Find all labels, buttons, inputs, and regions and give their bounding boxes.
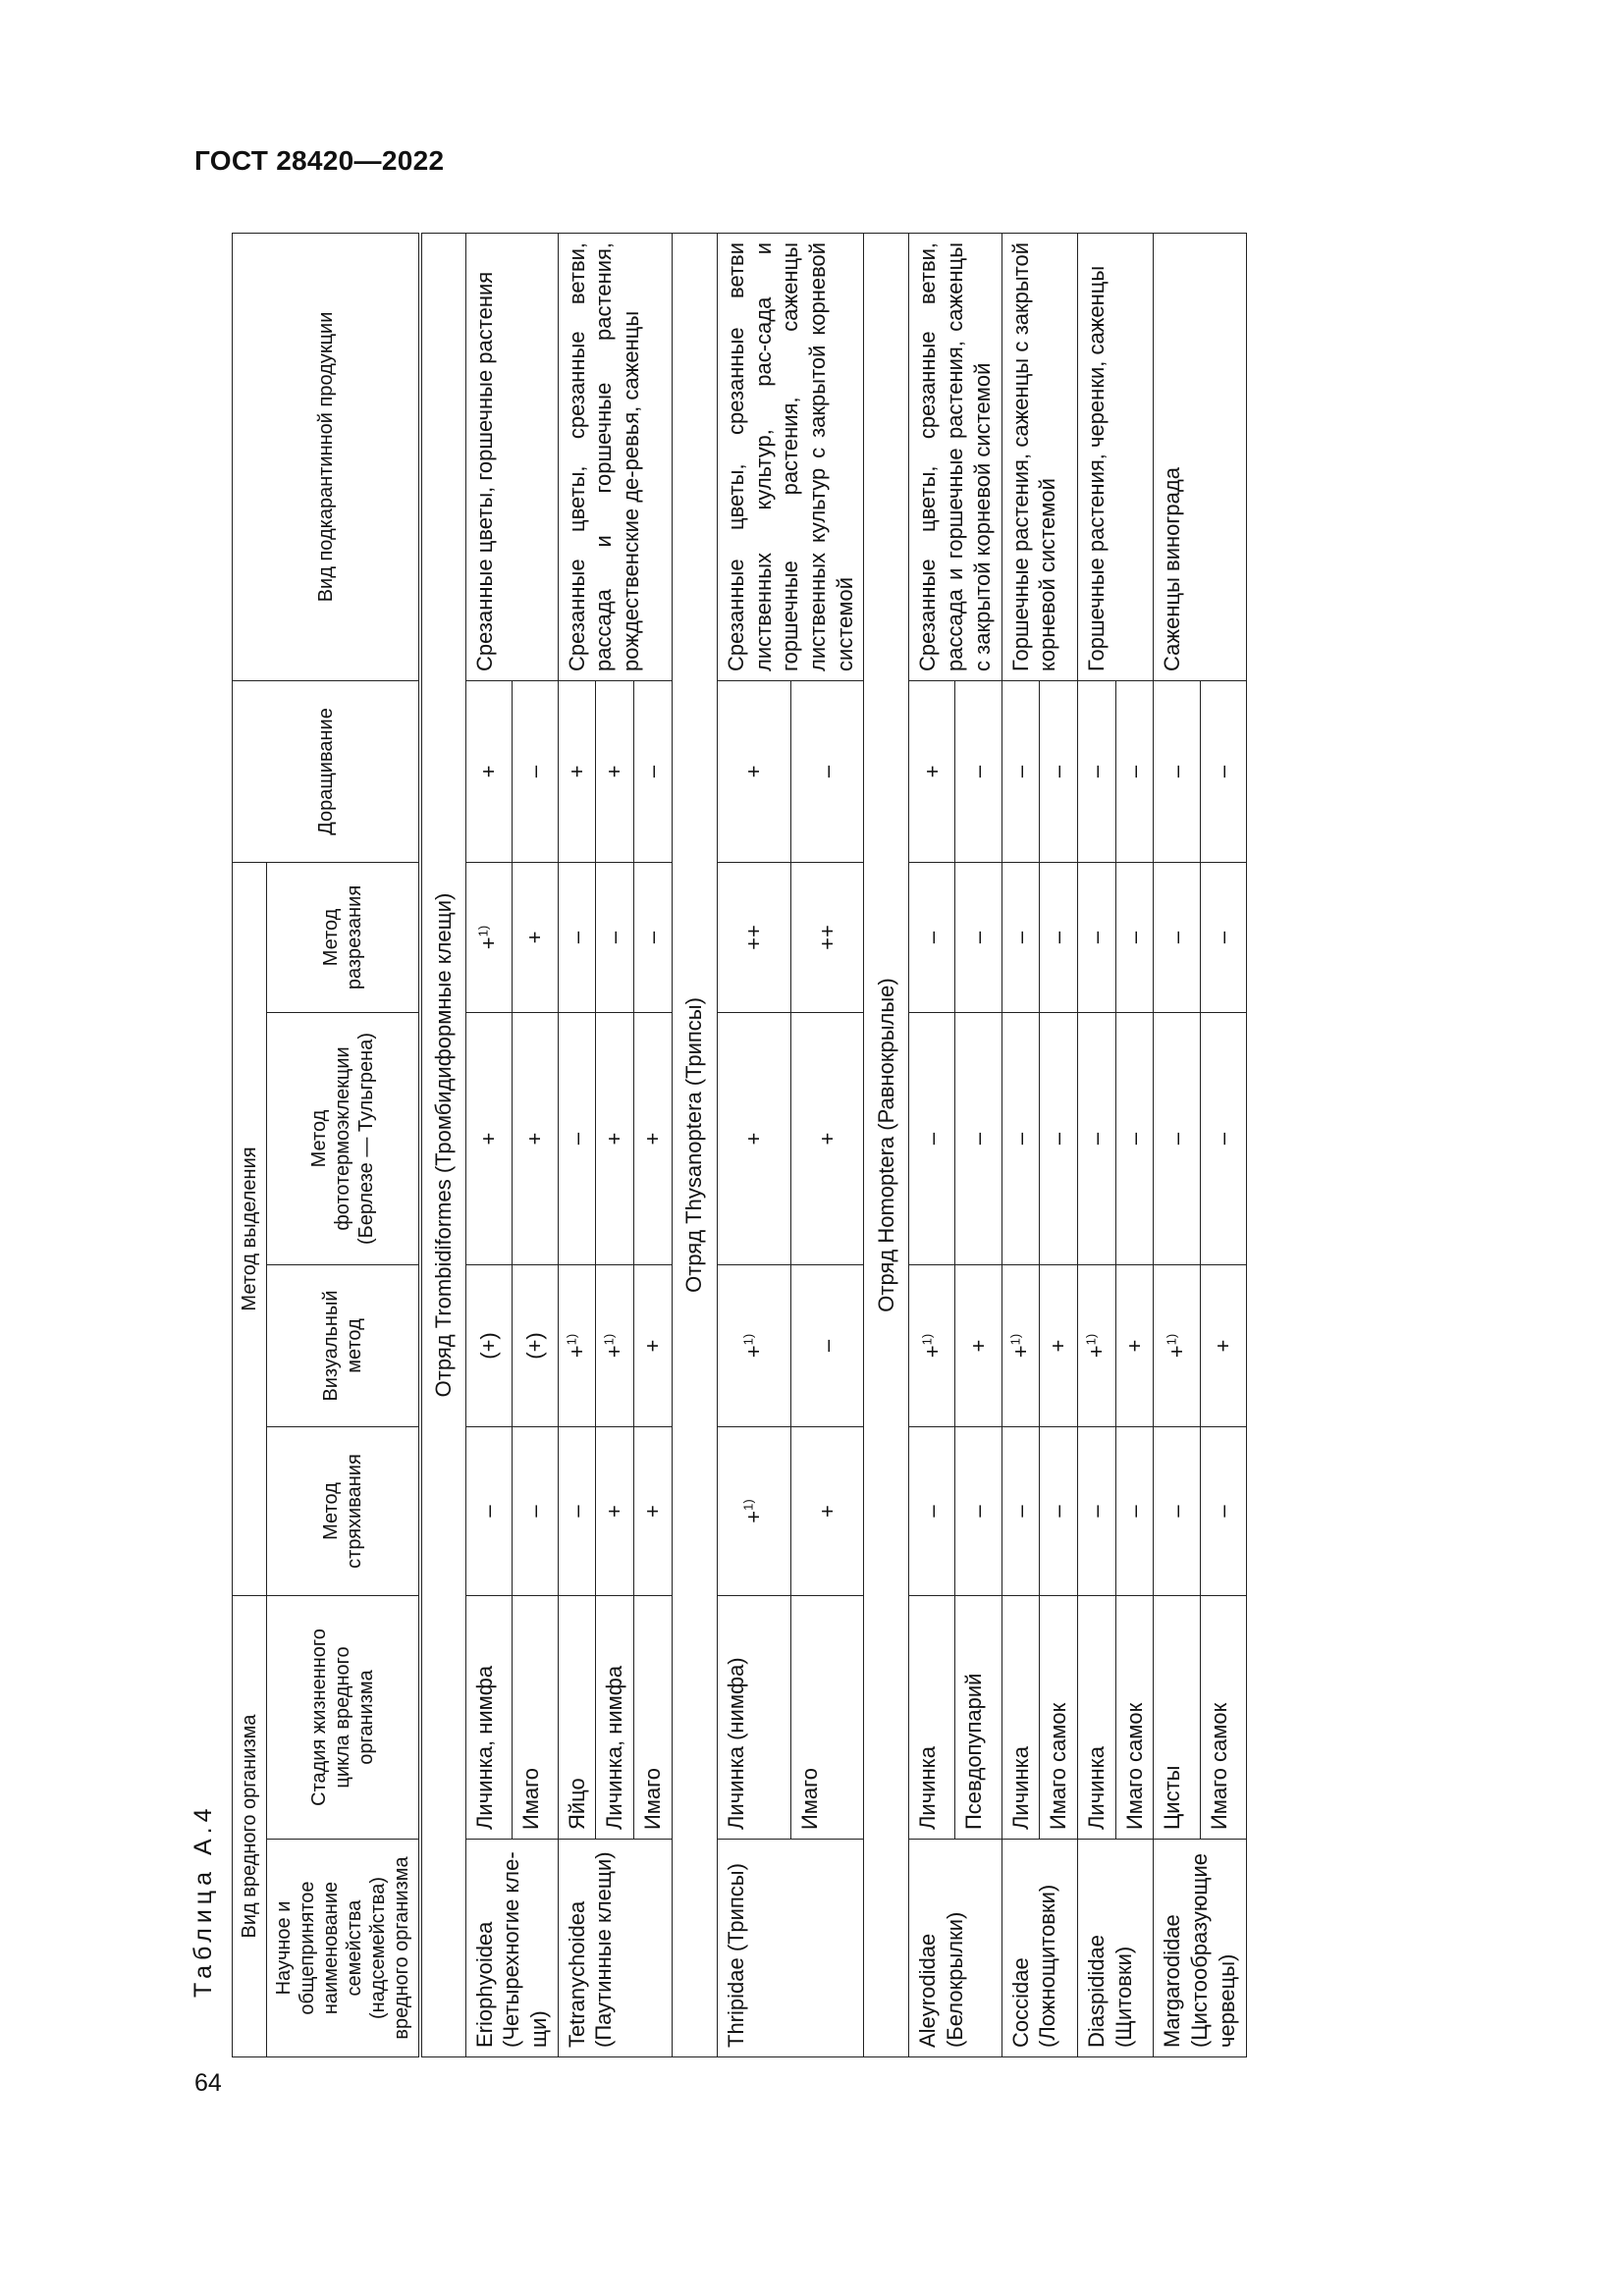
- photo-cell: [634, 1013, 673, 1265]
- photo-cell: [596, 1013, 634, 1265]
- cut-value: –: [1121, 931, 1147, 944]
- grow-cell: [1040, 680, 1078, 862]
- shake-value: –: [564, 1505, 589, 1518]
- stage-cell: Имаго: [634, 1596, 673, 1840]
- shake-value: –: [965, 1505, 991, 1518]
- visual-value: +: [965, 1339, 991, 1353]
- visual-cell: [1200, 1265, 1246, 1427]
- photo-value: –: [1007, 1132, 1033, 1146]
- group-title-text: Отряд Thysanoptera (Трипсы): [681, 997, 707, 1293]
- shake-cell: [909, 1427, 955, 1596]
- photo-cell: [1115, 1013, 1154, 1265]
- visual-cell: [512, 1265, 558, 1427]
- visual-cell: [1115, 1265, 1154, 1427]
- grow-cell: [790, 680, 864, 862]
- group-row: [420, 233, 465, 2056]
- visual-cell: [1078, 1265, 1116, 1427]
- grow-cell: [634, 680, 673, 862]
- product-cell: Срезанные цветы, срезанные ветви, рассада и горшечные растения, саженцы с закрытой корневой системой: [909, 233, 1001, 680]
- shake-cell: [1040, 1427, 1078, 1596]
- visual-value: +: [640, 1339, 666, 1353]
- grow-value: –: [1121, 765, 1147, 778]
- cut-value: –: [965, 931, 991, 944]
- cut-value: ++: [740, 925, 766, 950]
- family-name: Eriophyoidea (Четырехногие кле-щи): [465, 1840, 558, 2057]
- shake-cell: [1154, 1427, 1200, 1596]
- cut-cell: [465, 862, 512, 1012]
- cut-cell: [634, 862, 673, 1012]
- visual-value: +: [1121, 1339, 1147, 1353]
- group-row: [864, 233, 909, 2056]
- photo-cell: [512, 1013, 558, 1265]
- stage-cell: Яйцо: [558, 1596, 596, 1840]
- shake-value: –: [1210, 1505, 1235, 1518]
- visual-cell: [717, 1265, 790, 1427]
- grow-value: –: [1210, 765, 1235, 778]
- family-name: Tetranychoidea (Паутинные клещи): [558, 1840, 672, 2057]
- family-name: Coccidae (Ложнощитовки): [1001, 1840, 1077, 2057]
- cut-cell: [596, 862, 634, 1012]
- visual-cell: [955, 1265, 1001, 1427]
- cut-value: ++: [814, 925, 839, 950]
- grow-cell: [512, 680, 558, 862]
- family-name: Margarodidae (Цистообразующие червецы): [1154, 1840, 1246, 2057]
- grow-cell: [596, 680, 634, 862]
- grow-cell: [1115, 680, 1154, 862]
- product-cell: Срезанные цветы, срезанные ветви, рассада и горшечные растения, рождественские де-ревья, саженцы: [558, 233, 672, 680]
- grow-cell: [1078, 680, 1116, 862]
- group-row: [672, 233, 717, 2056]
- header-method-group: Метод выделения: [233, 862, 267, 1595]
- header-visual: Визуальный метод: [267, 1265, 421, 1427]
- grow-value: –: [1007, 765, 1033, 778]
- cut-cell: [717, 862, 790, 1012]
- group-title: [864, 233, 909, 2056]
- photo-cell: [1200, 1013, 1246, 1265]
- photo-cell: [717, 1013, 790, 1265]
- photo-cell: [558, 1013, 596, 1265]
- table-row: [465, 233, 512, 2056]
- stage-cell: Личинка: [1001, 1596, 1040, 1840]
- stage-cell: Имаго самок: [1040, 1596, 1078, 1840]
- family-name: Thripidae (Трипсы): [717, 1840, 864, 2057]
- stage-cell: Имаго: [512, 1596, 558, 1840]
- footnote-ref: 1): [919, 1333, 935, 1346]
- grow-value: –: [965, 765, 991, 778]
- header-stage: Стадия жизненного цикла вредного организма: [267, 1596, 421, 1840]
- header-organism-group: Вид вредного организма: [233, 1596, 267, 2057]
- visual-value: +: [564, 1345, 589, 1359]
- shake-value: –: [1046, 1505, 1071, 1518]
- photo-value: +: [475, 1132, 501, 1146]
- visual-value: +: [1084, 1345, 1109, 1359]
- grow-cell: [909, 680, 955, 862]
- cut-cell: [909, 862, 955, 1012]
- grow-value: –: [1084, 765, 1109, 778]
- document-header: ГОСТ 28420—2022: [194, 145, 445, 176]
- group-title-text: Отряд Trombidiformes (Тромбидиформные клещи): [430, 892, 456, 1398]
- group-title: [672, 233, 717, 2056]
- group-title: [420, 233, 465, 2056]
- photo-value: –: [1121, 1132, 1147, 1146]
- cut-cell: [1078, 862, 1116, 1012]
- grow-cell: [558, 680, 596, 862]
- photo-value: –: [1084, 1132, 1109, 1146]
- table-row: [1001, 233, 1040, 2056]
- stage-cell: Псевдопупарий: [955, 1596, 1001, 1840]
- stage-cell: Личинка, нимфа: [465, 1596, 512, 1840]
- visual-value: +: [1007, 1345, 1033, 1359]
- visual-value: +: [919, 1345, 945, 1359]
- shake-value: –: [1121, 1505, 1147, 1518]
- rotated-table-container: [232, 234, 1420, 2057]
- cut-value: –: [1084, 931, 1109, 944]
- table-row: [1154, 233, 1200, 2056]
- grow-cell: [1154, 680, 1200, 862]
- photo-cell: [1040, 1013, 1078, 1265]
- stage-cell: Имаго самок: [1200, 1596, 1246, 1840]
- shake-cell: [512, 1427, 558, 1596]
- visual-cell: [465, 1265, 512, 1427]
- grow-value: +: [602, 765, 627, 778]
- product-cell: Горшечные растения, черенки, саженцы: [1078, 233, 1154, 680]
- photo-cell: [1078, 1013, 1116, 1265]
- grow-value: –: [521, 765, 547, 778]
- stage-cell: Имаго: [790, 1596, 864, 1840]
- group-title-text: Отряд Homoptera (Равнокрылые): [874, 978, 899, 1312]
- visual-cell: [1040, 1265, 1078, 1427]
- cut-value: –: [1046, 931, 1071, 944]
- photo-value: +: [521, 1132, 547, 1146]
- cut-cell: [558, 862, 596, 1012]
- shake-cell: [1078, 1427, 1116, 1596]
- shake-value: –: [1007, 1505, 1033, 1518]
- photo-value: –: [1046, 1132, 1071, 1146]
- cut-cell: [1154, 862, 1200, 1012]
- shake-value: –: [1084, 1505, 1109, 1518]
- photo-value: –: [564, 1132, 589, 1146]
- photo-value: –: [965, 1132, 991, 1146]
- photo-cell: [1001, 1013, 1040, 1265]
- visual-cell: [1001, 1265, 1040, 1427]
- cut-value: –: [1164, 931, 1189, 944]
- stage-cell: Личинка, нимфа: [596, 1596, 634, 1840]
- product-cell: Срезанные цветы, горшечные растения: [465, 233, 558, 680]
- photo-value: +: [814, 1132, 839, 1146]
- visual-value: +: [602, 1345, 627, 1359]
- photo-value: –: [1210, 1132, 1235, 1146]
- header-photo: Метод фототермоэклекции (Берлезе — Тульгрена): [267, 1013, 421, 1265]
- shake-cell: [596, 1427, 634, 1596]
- shake-value: –: [475, 1505, 501, 1518]
- header-shake: Метод стряхивания: [267, 1427, 421, 1596]
- table-caption: Таблица А.4: [189, 1803, 217, 1998]
- grow-value: –: [1164, 765, 1189, 778]
- shake-cell: [558, 1427, 596, 1596]
- shake-cell: [1001, 1427, 1040, 1596]
- visual-cell: [790, 1265, 864, 1427]
- photo-cell: [1154, 1013, 1200, 1265]
- table-row: [909, 233, 955, 2056]
- cut-cell: [1200, 862, 1246, 1012]
- photo-value: +: [602, 1132, 627, 1146]
- table-row: [558, 233, 596, 2056]
- grow-cell: [465, 680, 512, 862]
- grow-value: +: [919, 765, 945, 778]
- photo-value: +: [640, 1132, 666, 1146]
- shake-cell: [634, 1427, 673, 1596]
- grow-value: –: [1046, 765, 1071, 778]
- cut-cell: [955, 862, 1001, 1012]
- footnote-ref: 1): [602, 1333, 618, 1346]
- cut-value: –: [640, 931, 666, 944]
- visual-value: +: [740, 1345, 766, 1359]
- photo-cell: [955, 1013, 1001, 1265]
- visual-value: +: [1046, 1339, 1071, 1353]
- cut-cell: [790, 862, 864, 1012]
- shake-value: +: [640, 1505, 666, 1518]
- family-name: Aleyrodidae (Белокрылки): [909, 1840, 1001, 2057]
- header-product: Вид подкарантинной продукции: [233, 233, 421, 680]
- data-table: [232, 233, 1247, 2057]
- cut-value: +: [521, 931, 547, 944]
- header-name: Научное и общепринятое наименование семейства (надсемейства) вредного организма: [267, 1840, 421, 2057]
- shake-value: –: [919, 1505, 945, 1518]
- photo-cell: [909, 1013, 955, 1265]
- shake-cell: [1200, 1427, 1246, 1596]
- photo-value: +: [740, 1132, 766, 1146]
- shake-cell: [465, 1427, 512, 1596]
- shake-value: +: [740, 1510, 766, 1523]
- visual-cell: [634, 1265, 673, 1427]
- cut-value: –: [1210, 931, 1235, 944]
- footnote-ref: 1): [740, 1333, 756, 1346]
- header-cut: Метод разрезания: [267, 862, 421, 1012]
- visual-value: (+): [475, 1332, 501, 1360]
- cut-value: –: [564, 931, 589, 944]
- visual-value: +: [1164, 1345, 1189, 1359]
- visual-value: –: [814, 1339, 839, 1353]
- shake-value: –: [1164, 1505, 1189, 1518]
- product-cell: Горшечные растения, саженцы с закрытой корневой системой: [1001, 233, 1077, 680]
- photo-cell: [790, 1013, 864, 1265]
- photo-value: –: [1164, 1132, 1189, 1146]
- shake-cell: [1115, 1427, 1154, 1596]
- page-number: 64: [194, 2069, 222, 2097]
- visual-cell: [596, 1265, 634, 1427]
- grow-cell: [1001, 680, 1040, 862]
- product-cell: Саженцы винограда: [1154, 233, 1246, 680]
- cut-cell: [1115, 862, 1154, 1012]
- footnote-ref: 1): [475, 925, 491, 937]
- grow-cell: [1200, 680, 1246, 862]
- stage-cell: Имаго самок: [1115, 1596, 1154, 1840]
- cut-cell: [1001, 862, 1040, 1012]
- footnote-ref: 1): [1007, 1333, 1023, 1346]
- footnote-ref: 1): [564, 1333, 579, 1346]
- stage-cell: Личинка (нимфа): [717, 1596, 790, 1840]
- photo-cell: [465, 1013, 512, 1265]
- shake-cell: [790, 1427, 864, 1596]
- product-cell: Срезанные цветы, срезанные ветви лиственных культур, рас-сада и горшечные растения, саженцы лиственных культур с закрытой корневой системой: [717, 233, 864, 680]
- shake-value: –: [521, 1505, 547, 1518]
- grow-value: +: [564, 765, 589, 778]
- cut-value: –: [1007, 931, 1033, 944]
- stage-cell: Личинка: [1078, 1596, 1116, 1840]
- photo-value: –: [919, 1132, 945, 1146]
- grow-value: –: [814, 765, 839, 778]
- cut-cell: [512, 862, 558, 1012]
- grow-cell: [717, 680, 790, 862]
- visual-cell: [909, 1265, 955, 1427]
- shake-cell: [717, 1427, 790, 1596]
- table-row: [1078, 233, 1116, 2056]
- shake-value: +: [814, 1505, 839, 1518]
- footnote-ref: 1): [1164, 1333, 1179, 1346]
- visual-value: (+): [521, 1332, 547, 1360]
- grow-value: +: [740, 765, 766, 778]
- family-name: Diaspididae (Щитовки): [1078, 1840, 1154, 2057]
- table-row: [717, 233, 790, 2056]
- visual-value: +: [1210, 1339, 1235, 1353]
- visual-cell: [558, 1265, 596, 1427]
- header-grow: Доращивание: [233, 680, 421, 862]
- footnote-ref: 1): [740, 1499, 756, 1511]
- shake-cell: [955, 1427, 1001, 1596]
- cut-value: –: [919, 931, 945, 944]
- stage-cell: Цисты: [1154, 1596, 1200, 1840]
- grow-value: +: [475, 765, 501, 778]
- footnote-ref: 1): [1083, 1333, 1099, 1346]
- cut-cell: [1040, 862, 1078, 1012]
- cut-value: +: [475, 936, 501, 950]
- shake-value: +: [602, 1505, 627, 1518]
- grow-cell: [955, 680, 1001, 862]
- cut-value: –: [602, 931, 627, 944]
- grow-value: –: [640, 765, 666, 778]
- stage-cell: Личинка: [909, 1596, 955, 1840]
- visual-cell: [1154, 1265, 1200, 1427]
